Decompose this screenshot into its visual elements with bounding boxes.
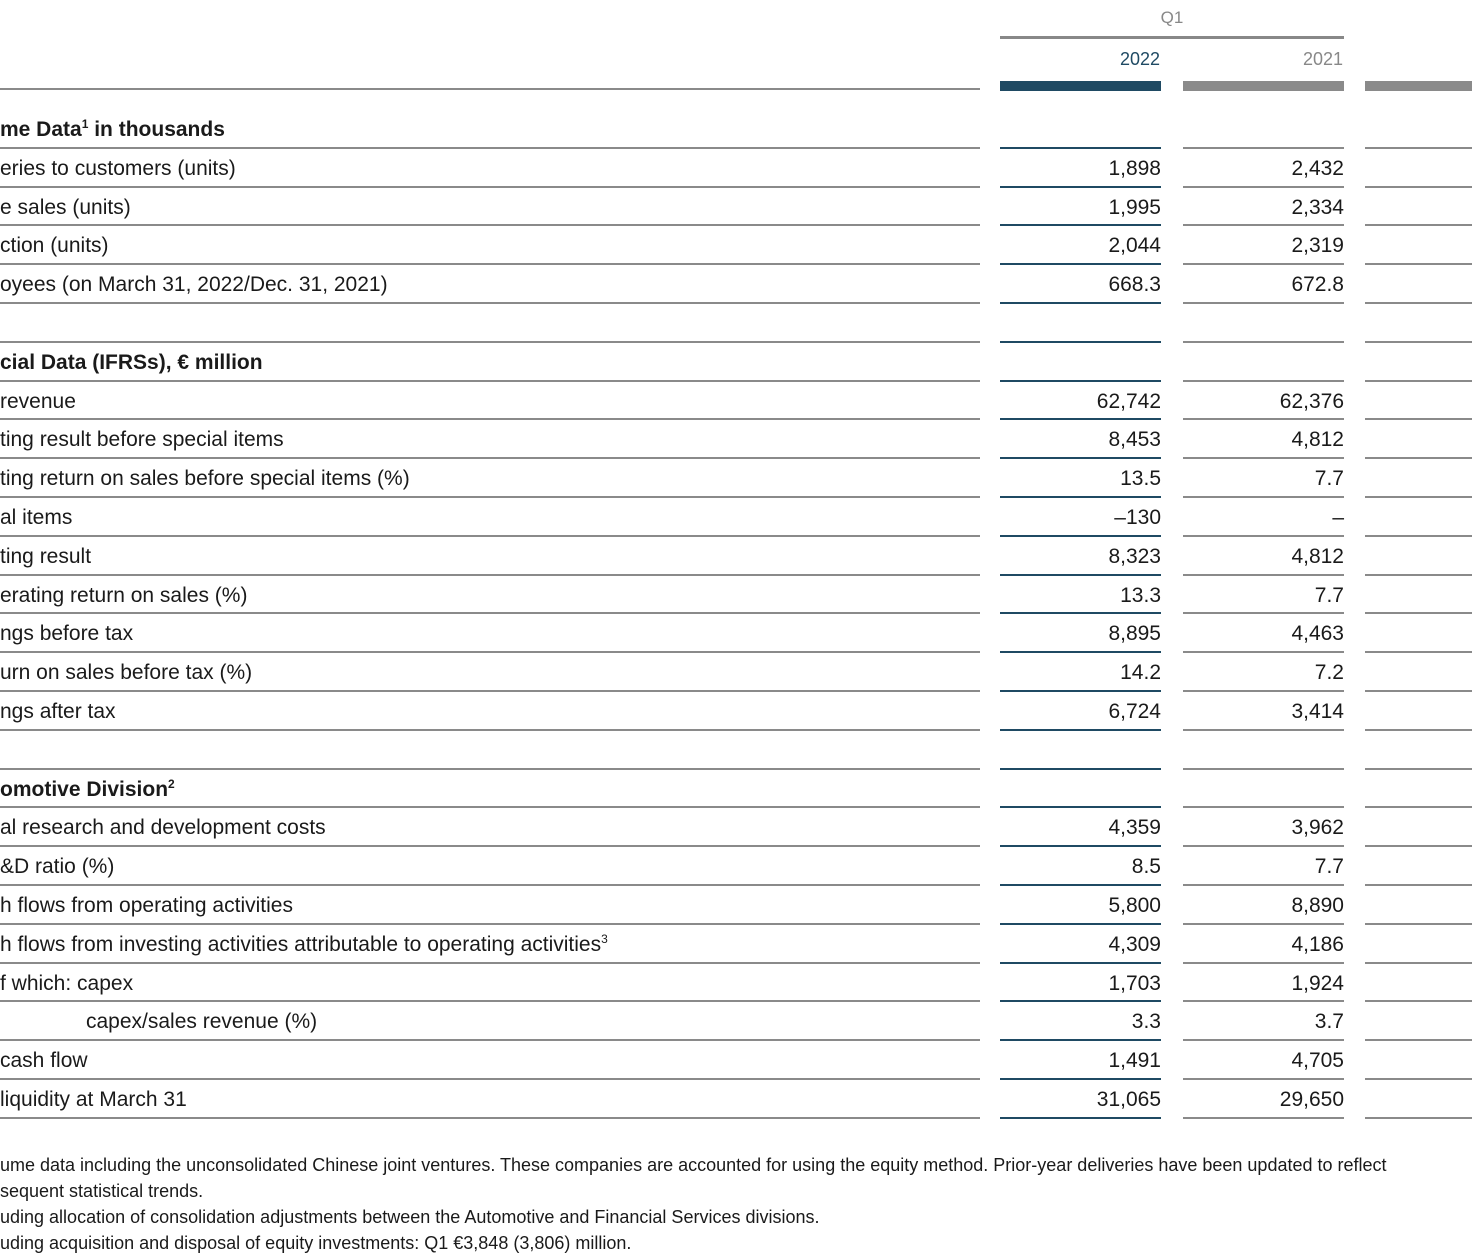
column-divider xyxy=(1000,574,1161,576)
column-divider xyxy=(1000,729,1161,731)
column-divider xyxy=(1000,1078,1161,1080)
column-divider xyxy=(1183,341,1344,343)
column-divider xyxy=(1183,186,1344,188)
column-divider xyxy=(1000,884,1161,886)
row-label xyxy=(0,895,293,916)
row-label-text: e sales (units) xyxy=(0,195,131,219)
row-label xyxy=(0,585,247,606)
column-divider xyxy=(1183,535,1344,537)
row-divider xyxy=(0,418,980,420)
row-label-text: capex/sales revenue (%) xyxy=(86,1010,318,1034)
column-divider xyxy=(1000,147,1161,149)
value-2022: 8,323 xyxy=(1108,544,1161,568)
value-2021: 4,812 xyxy=(1291,544,1344,568)
value-2021: 4,705 xyxy=(1291,1049,1344,1073)
row-divider xyxy=(0,1078,980,1080)
row-label xyxy=(0,856,114,877)
value-2021: 7.7 xyxy=(1314,467,1344,491)
row-divider xyxy=(0,651,980,653)
row-label-text: &D ratio (%) xyxy=(0,855,115,879)
row-label xyxy=(0,507,72,528)
section-heading xyxy=(0,352,263,373)
value-2021: 2,432 xyxy=(1291,156,1344,180)
row-label xyxy=(86,1011,317,1032)
row-divider xyxy=(0,302,980,304)
column-divider xyxy=(1183,1117,1344,1119)
value-2021: 4,812 xyxy=(1291,428,1344,452)
column-divider xyxy=(1000,962,1161,964)
column-divider xyxy=(1183,768,1344,770)
value-2022: 5,800 xyxy=(1108,894,1161,917)
column-divider xyxy=(1365,224,1472,226)
column-divider xyxy=(1183,729,1344,731)
row-divider xyxy=(0,535,980,537)
column-divider xyxy=(1183,690,1344,692)
row-divider xyxy=(0,224,980,226)
column-divider xyxy=(1183,380,1344,382)
value-2021: 7.7 xyxy=(1314,583,1344,607)
row-divider xyxy=(0,496,980,498)
column-divider xyxy=(1365,923,1472,925)
value-2022: 1,995 xyxy=(1108,195,1161,219)
value-2021: 7.2 xyxy=(1314,661,1344,685)
value-2021: 7.7 xyxy=(1314,855,1344,879)
value-2022: 62,742 xyxy=(1096,389,1161,413)
row-divider xyxy=(0,1117,980,1119)
column-divider xyxy=(1365,962,1472,964)
column-divider xyxy=(1365,574,1472,576)
column-divider xyxy=(1365,1117,1472,1119)
row-divider xyxy=(0,729,980,731)
section-heading xyxy=(0,119,225,140)
row-label-text: revenue xyxy=(0,389,76,413)
row-label xyxy=(0,701,116,722)
row-label-text: cial Data (IFRSs), € million xyxy=(0,350,263,374)
column-divider xyxy=(1000,496,1161,498)
column-divider xyxy=(1183,302,1344,304)
row-divider xyxy=(0,186,980,188)
row-label xyxy=(0,1050,88,1071)
row-label xyxy=(0,817,326,838)
column-divider xyxy=(1183,574,1344,576)
row-label xyxy=(0,973,133,994)
row-label-text: f which: capex xyxy=(0,971,134,995)
row-label xyxy=(0,931,608,956)
column-divider xyxy=(1365,380,1472,382)
column-divider xyxy=(1183,845,1344,847)
value-2021: 2,319 xyxy=(1291,234,1344,258)
row-divider xyxy=(0,612,980,614)
row-label xyxy=(0,158,236,179)
row-label-text: me Data xyxy=(0,118,82,141)
row-label-text: erating return on sales (%) xyxy=(0,583,248,607)
row-label xyxy=(0,429,284,450)
column-divider xyxy=(1365,341,1472,343)
value-2022: 1,703 xyxy=(1108,971,1161,995)
row-label-text: al research and development costs xyxy=(0,816,326,840)
row-label-text: ction (units) xyxy=(0,234,109,258)
column-divider xyxy=(1365,845,1472,847)
row-divider xyxy=(0,923,980,925)
period-rule xyxy=(1000,36,1344,39)
year-2021-header: 2021 xyxy=(1302,49,1343,69)
value-2022: 4,359 xyxy=(1108,816,1161,840)
column-divider xyxy=(1000,1039,1161,1041)
row-label-text: h flows from operating activities xyxy=(0,894,293,917)
row-label-text: cash flow xyxy=(0,1049,88,1073)
column-divider xyxy=(1183,496,1344,498)
column-divider xyxy=(1000,768,1161,770)
footnote-marker: 1 xyxy=(81,117,89,131)
column-divider xyxy=(1000,651,1161,653)
column-divider xyxy=(1365,186,1472,188)
column-divider xyxy=(1183,923,1344,925)
footnotes xyxy=(0,1152,1472,1256)
row-divider xyxy=(0,1000,980,1002)
column-divider xyxy=(1365,1039,1472,1041)
row-label xyxy=(0,197,131,218)
year-2022-bar xyxy=(1000,81,1161,91)
row-divider xyxy=(0,341,980,343)
value-2022: 8,895 xyxy=(1108,622,1161,646)
column-divider xyxy=(1183,651,1344,653)
value-2021: 3,414 xyxy=(1291,700,1344,723)
column-divider xyxy=(1000,224,1161,226)
column-divider xyxy=(1000,1000,1161,1002)
year-2022-header: 2022 xyxy=(1119,49,1160,69)
row-label-text: ting return on sales before special items (%) xyxy=(0,467,410,491)
value-2022: 13.3 xyxy=(1120,583,1161,607)
value-2021: 3.7 xyxy=(1314,1010,1344,1034)
column-divider xyxy=(1000,1117,1161,1119)
row-label-text: urn on sales before tax (%) xyxy=(0,661,253,685)
row-label-text: al items xyxy=(0,506,73,529)
column-divider xyxy=(1365,884,1472,886)
value-2022: 8,453 xyxy=(1108,428,1161,452)
column-divider xyxy=(1365,147,1472,149)
value-2022: 13.5 xyxy=(1120,467,1161,491)
column-divider xyxy=(1365,302,1472,304)
row-label xyxy=(0,274,388,295)
value-2021: 4,186 xyxy=(1291,932,1344,956)
footnote-1-line-2: sequent statistical trends. xyxy=(0,1181,204,1201)
value-2022: 31,065 xyxy=(1096,1088,1161,1111)
value-2022: 1,491 xyxy=(1108,1049,1161,1073)
value-2021: 672.8 xyxy=(1291,273,1344,297)
column-divider xyxy=(1365,457,1472,459)
value-2021: 1,924 xyxy=(1291,971,1344,995)
column-divider xyxy=(1183,1000,1344,1002)
column-divider xyxy=(1000,457,1161,459)
column-divider xyxy=(1365,768,1472,770)
footnote-marker: 3 xyxy=(601,931,608,946)
column-divider xyxy=(1000,302,1161,304)
column-divider xyxy=(1000,845,1161,847)
value-2022: 4,309 xyxy=(1108,932,1161,956)
value-2021: 4,463 xyxy=(1291,622,1344,646)
year-2021-bar xyxy=(1183,81,1344,91)
value-2022: 3.3 xyxy=(1131,1010,1161,1034)
header-left-rule xyxy=(0,88,980,90)
value-2022: 2,044 xyxy=(1108,234,1161,258)
row-label xyxy=(0,623,133,644)
row-divider xyxy=(0,1039,980,1041)
row-label-text: ting result before special items xyxy=(0,428,284,452)
row-label xyxy=(0,468,410,489)
value-2022: 6,724 xyxy=(1108,700,1161,723)
row-label-text: ngs before tax xyxy=(0,622,134,646)
row-divider xyxy=(0,962,980,964)
row-divider xyxy=(0,380,980,382)
column-divider xyxy=(1183,224,1344,226)
column-divider xyxy=(1000,923,1161,925)
column-divider xyxy=(1183,263,1344,265)
row-label-text: liquidity at March 31 xyxy=(0,1088,187,1111)
column-divider xyxy=(1365,690,1472,692)
footnote-2: uding allocation of consolidation adjustments between the Automotive and Financial Services divisions. xyxy=(0,1207,820,1227)
value-2022: –130 xyxy=(1114,506,1161,529)
column-divider xyxy=(1183,147,1344,149)
column-divider xyxy=(1365,263,1472,265)
column-divider xyxy=(1365,1078,1472,1080)
value-2022: 14.2 xyxy=(1120,661,1161,685)
column-divider xyxy=(1183,457,1344,459)
value-2022: 668.3 xyxy=(1108,273,1161,297)
column-divider xyxy=(1365,806,1472,808)
column-divider xyxy=(1365,535,1472,537)
row-divider xyxy=(0,806,980,808)
value-2022: 1,898 xyxy=(1108,156,1161,180)
next-column-bar xyxy=(1365,81,1472,91)
row-label-text: h flows from investing activities attributable to operating activities xyxy=(0,932,602,956)
column-divider xyxy=(1000,418,1161,420)
row-divider xyxy=(0,457,980,459)
column-divider xyxy=(1000,186,1161,188)
column-divider xyxy=(1365,651,1472,653)
footnote-marker: 2 xyxy=(168,776,175,791)
column-divider xyxy=(1365,612,1472,614)
row-label xyxy=(0,546,91,567)
value-2022: 8.5 xyxy=(1131,855,1161,879)
row-divider xyxy=(0,845,980,847)
column-divider xyxy=(1000,380,1161,382)
period-label: Q1 xyxy=(1160,8,1184,27)
row-label-text: ting result xyxy=(0,544,92,568)
column-divider xyxy=(1365,1000,1472,1002)
column-divider xyxy=(1183,806,1344,808)
row-label xyxy=(0,235,109,256)
column-divider xyxy=(1000,690,1161,692)
value-2021: 3,962 xyxy=(1291,816,1344,840)
row-divider xyxy=(0,263,980,265)
value-2021: 62,376 xyxy=(1279,389,1344,413)
row-label-text: eries to customers (units) xyxy=(0,156,236,180)
value-2021: 2,334 xyxy=(1291,195,1344,219)
column-divider xyxy=(1000,263,1161,265)
row-label xyxy=(0,391,76,412)
row-label xyxy=(0,1089,187,1110)
row-divider xyxy=(0,768,980,770)
column-divider xyxy=(1183,418,1344,420)
row-label xyxy=(0,662,252,683)
row-divider xyxy=(0,690,980,692)
footnote-3: uding acquisition and disposal of equity investments: Q1 €3,848 (3,806) million. xyxy=(0,1233,632,1253)
column-divider xyxy=(1365,729,1472,731)
section-heading xyxy=(0,776,175,801)
value-2021: – xyxy=(1332,506,1344,529)
column-divider xyxy=(1365,496,1472,498)
column-divider xyxy=(1000,806,1161,808)
value-2021: 8,890 xyxy=(1291,894,1344,917)
column-divider xyxy=(1000,612,1161,614)
column-divider xyxy=(1183,1039,1344,1041)
row-label-suffix: in thousands xyxy=(88,118,225,141)
column-divider xyxy=(1183,884,1344,886)
row-divider xyxy=(0,884,980,886)
column-divider xyxy=(1000,535,1161,537)
column-divider xyxy=(1183,962,1344,964)
row-label-text: ngs after tax xyxy=(0,700,116,723)
row-divider xyxy=(0,147,980,149)
footnote-1-line-1: ume data including the unconsolidated Chinese joint ventures. These companies are accounted for using the equity method. Prior-year deliveries have been updated to reflect xyxy=(0,1155,1387,1175)
column-divider xyxy=(1183,612,1344,614)
column-divider xyxy=(1365,418,1472,420)
value-2021: 29,650 xyxy=(1279,1088,1344,1111)
row-divider xyxy=(0,574,980,576)
column-divider xyxy=(1000,341,1161,343)
row-label-text: oyees (on March 31, 2022/Dec. 31, 2021) xyxy=(0,273,388,297)
column-divider xyxy=(1183,1078,1344,1080)
row-label-text: omotive Division xyxy=(0,777,169,801)
